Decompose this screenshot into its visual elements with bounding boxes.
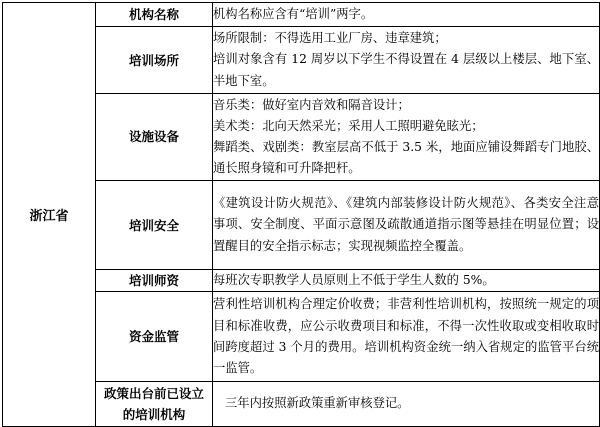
item-label: 政策出台前已设立的培训机构 (103, 386, 204, 423)
item-cell: 设施设备 (96, 93, 213, 181)
region-cell: 浙江省 (3, 3, 96, 427)
content-cell (213, 269, 600, 292)
content-line: 美术类：北向天然采光；采用人工照明避免眩光； (213, 118, 484, 133)
content-line: 培训对象含有 12 周岁以下学生不得设置在 4 层级以上楼层、地下室、半地下室。 (213, 52, 599, 88)
item-cell: 培训安全 (96, 181, 213, 270)
content-cell (213, 3, 600, 27)
item-cell: 机构名称 (96, 3, 213, 27)
content-cell (213, 93, 600, 181)
item-cell (96, 382, 213, 427)
policy-table (2, 2, 600, 427)
content-line: 舞蹈类、戏剧类：教室层高不低于 3.5 米，地面应铺设舞蹈专门地胶、通长照身镜和可升降把杆。 (213, 139, 599, 176)
item-cell: 培训师资 (96, 269, 213, 292)
content-line: 每班次专职教学人员原则上不低于学生人数的 5%。 (213, 273, 495, 288)
content-line: 机构名称应含有“培训”两字。 (213, 7, 374, 22)
content-line: 《建筑设计防火规范》、《建筑内部装修设计防火规范》、各类安全注意事项、安全制度、平面示意图及疏散通道指示图等悬挂在明显位置；设置醒目的安全指示标志；实现视频监控全覆盖。 (213, 196, 599, 253)
item-cell: 培训场所 (96, 27, 213, 93)
content-cell (213, 181, 600, 270)
content-cell (213, 382, 600, 427)
content-line: 场所限制：不得选用工业厂房、违章建筑； (213, 31, 447, 46)
content-line: 三年内按照新政策重新审核登记。 (225, 396, 410, 411)
item-cell: 资金监管 (96, 292, 213, 382)
content-line: 音乐类：做好室内音效和隔音设计； (213, 97, 410, 112)
content-line: 营利性培训机构合理定价收费；非营利性培训机构，按照统一规定的项目和标准收费，应公示收费项目和标准，不得一次性收取或变相收取时间跨度超过 3 个月的费用。培训机构资金统一纳入省规定的监管平台统一监管。 (213, 297, 599, 375)
table-row (3, 3, 600, 27)
content-cell (213, 27, 600, 93)
content-cell (213, 292, 600, 382)
